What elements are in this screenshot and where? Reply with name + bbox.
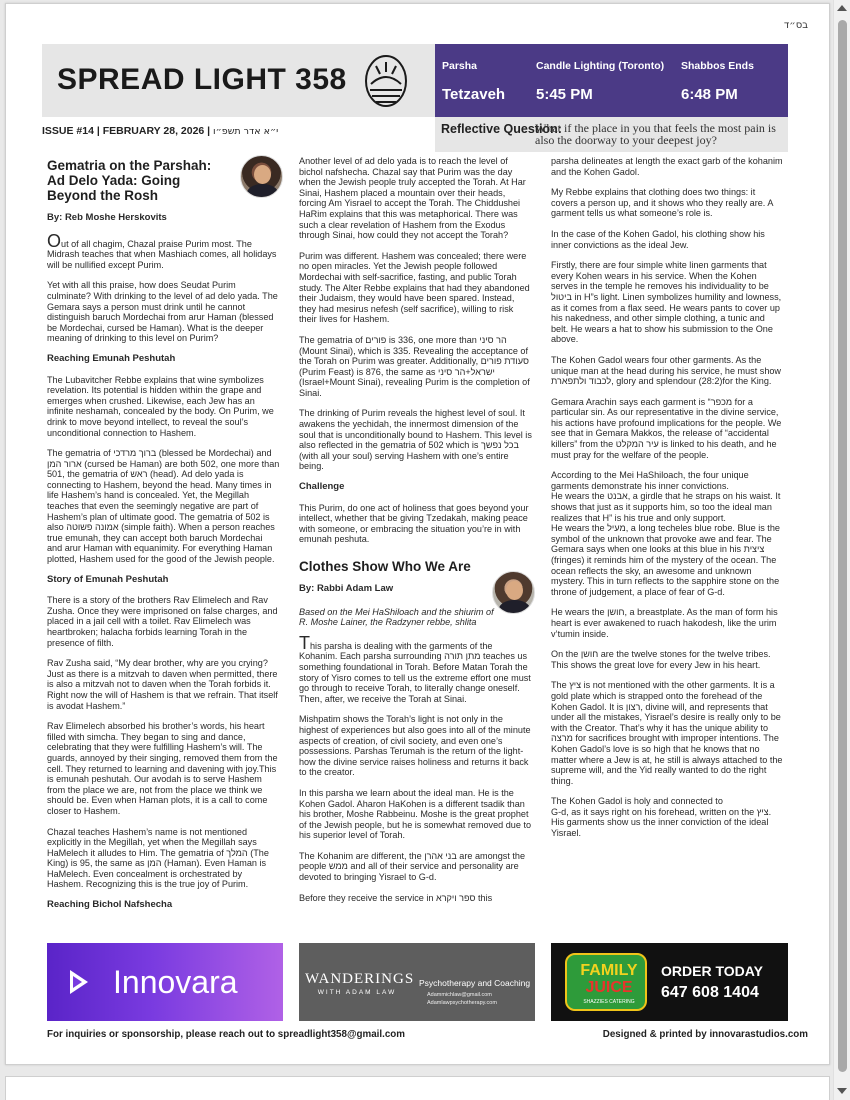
paragraph: The ציץ is not mentioned with the other garments. It is a gold plate which is strapped onto the forehead of the Kohen Gadol. It is רצון, divine will, and represents that under all the mistakes, Yisrael’s desire is really only to be with the Creator. That’s why it has the unique ability to מרצה for sacrifices brought with improper intentions. The Kohen Gadol’s love is so high that he knows that no matter where a Jew is at, he still is always attached to the supreme will, and the Yid really wanted to do the right thing. <box>551 680 783 786</box>
scroll-down-arrow-icon[interactable] <box>837 1088 847 1094</box>
paragraph: The Kohen Gadol is holy and connected to G-d, as it says right on his forehead, written on the ציץ. His garments show us the inner conviction of the ideal Yisrael. <box>551 796 772 839</box>
paragraph: Purim was different. Hashem was concealed; there were no open miracles. Yet the Jewish people followed Mordechai with self-sacrifice, fasting, and public Torah study. The Alter Rebbe explains that had they abandoned their Judaism, they would have been spared. Instead, they had mesirus nefesh (self sacrifice), willing to risk their lives for Hashem. <box>299 250 530 325</box>
paragraph: Before they receive the service in ספר ויקרא this <box>299 892 493 903</box>
title-box <box>42 44 435 117</box>
source-note: Based on the Mei HaShiloach and the shiurim of R. Moshe Lainer, the Radzyner rebbe, shlita <box>299 606 494 628</box>
scroll-thumb[interactable] <box>838 20 847 1072</box>
byline-law: By: Rabbi Adam Law <box>299 583 394 594</box>
parsha-label: Parsha <box>442 60 478 72</box>
shabbos-ends-value: 6:48 PM <box>681 86 738 103</box>
sponsorship-note: For inquiries or sponsorship, please reach out to spreadlight358@gmail.com <box>47 1029 405 1040</box>
subheading: Challenge <box>299 481 345 493</box>
paragraph: There is a story of the brothers Rav Elimelech and Rav Zusha. Once they were imprisoned on false charges, and placed in a jail cell with a toilet. Rav Elimelech was heartbroken; halacha forbids learning Torah in the presence of filth. <box>47 595 278 648</box>
subheading: Reaching Bichol Nafshecha <box>47 899 173 911</box>
paragraph: The drinking of Purim reveals the highest level of soul. It awakens the yechidah, the innermost dimension of the soul that is unconditionally bound to Hashem. This level is also reflected in the gematria of 502 which is בכל נפשך (with all your soul) serving Hashem with one’s entire being. <box>299 408 532 472</box>
play-arrow-icon <box>70 970 88 994</box>
wanderings-email: Adammichlaw@gmail.com <box>427 992 492 998</box>
family-juice-logo <box>565 953 647 1011</box>
byline-herskovits: By: Reb Moshe Herskovits <box>47 212 167 223</box>
masthead <box>42 41 787 152</box>
reflective-question: What if the place in you that feels the most pain is also the doorway to your deepest joy? <box>535 121 776 147</box>
logo-text-family: FAMILY <box>580 962 638 979</box>
paragraph: Out of all chagim, Chazal praise Purim most. The Midrash teaches that when Mashiach comes, all holidays will be nullified except Purim. <box>47 230 277 270</box>
paragraph: The Kohen Gadol wears four other garments. As the unique man at the head during his service, he must show לכבוד ולתפארת, glory and splendour (28:2)for the King. <box>551 354 782 387</box>
paragraph: In this parsha we learn about the ideal man. He is the Kohen Gadol. Aharon HaKohen is a different tsadik than his brother, Moshe Rabbeinu. Moshe is the great prophet of the Jewish people, but he is somewhat removed due to his superior level of Torah. <box>299 787 532 841</box>
candle-lighting-value: 5:45 PM <box>536 86 593 103</box>
logo-text-catering: SHAZZIES CATERING <box>583 999 635 1005</box>
article-title-gematria: Gematria on the Parshah: Ad Delo Yada: Going Beyond the Rosh <box>47 158 212 203</box>
paragraph: Rav Elimelech absorbed his brother’s words, his heart filled with simcha. They began to sing and dance, celebrating that they were fulfilling Hashem’s will. The guards, annoyed by their singing, removed them from the cell. They returned to learning and davening with joy.This is emunah peshutah. Our avodah is to serve Hashem from the place we are, not from the place we think we should be. Even when Haman plots, it is a call to come closer to Hashem. <box>47 721 278 816</box>
paragraph: Another level of ad delo yada is to reach the level of bichol nafshecha. Chazal say that Purim was the day when the Jewish people truly accepted the Torah. At Har Sinai, Hashem placed a mountain over their heads, forcing Am Yisrael to accept the Torah. The Chiddushei HaRim explains that this was metaphorical. There was such a clear revelation of Hashem from the Exodus through Sinai, how could they not accept the Torah? <box>299 156 526 241</box>
vertical-scrollbar[interactable] <box>833 0 850 1100</box>
wanderings-logo: WANDERINGS <box>305 971 415 987</box>
order-today-text: ORDER TODAY <box>661 963 763 979</box>
column-3 <box>551 156 784 849</box>
paragraph: The Lubavitcher Rebbe explains that wine symbolizes revelation. Its potential is hidden within the grape and emerges when crushed. Likewise, each Jew has an infinite neshamah, concealed by the body. On Purim, we drink to move beyond intellect, to reveal the soul’s unconditional connection to Hashem. <box>47 374 274 438</box>
innovara-ad[interactable] <box>47 943 283 1021</box>
next-page <box>5 1076 830 1100</box>
paragraph: Rav Zusha said, “My dear brother, why are you crying? Just as there is a mitzvah to daven when permitted, there is also a mitzvah not to daven when the Torah forbids it. Right now the will of Hashem is that we refrain. That itself is avodat Hashem.” <box>47 658 278 711</box>
wanderings-website: Adamlawpsychotherapy.com <box>427 1000 497 1006</box>
paragraph: Firstly, there are four simple white linen garments that every Kohen wears in his service. When the Kohen serves in the temple he removes his individuality to be ביטול in H”s light. Linen symbolizes humility and lowness, as it comes from a flax seed. He wears pants to cover up his nakedness, and other simple clothing, a tunic and belt. He wears a hat to show his submission to the One above. <box>551 260 782 345</box>
paragraph: The gematria of ברוך מרדכי (blessed be Mordechai) and ארור המן (cursed be Haman) are both 502, one more than 501, the gematria of ראש (head). Ad delo yada is connecting to Hashem, beyond the head. Many times in life Hashem’s hand is concealed. Yet, the Megillah teaches that even the seemingly negative are part of Hashem’s plan of ultimate good. The gematria of 502 is also אמונה פשוטה (simple faith). When a person reaches true emunah, they can accept both baruch Mordechai and arur Haman with equanimity. For everything Haman plotted, Hashem used for the good of the Jewish people. <box>47 448 280 565</box>
author-photo-law <box>492 571 535 614</box>
parsha-value: Tetzaveh <box>442 86 506 103</box>
paragraph: This parsha is dealing with the garments of the Kohanim. Each parsha surrounding מתן תורה teaches us something foundational in Torah. Before Matan Torah the story of Yisro comes to tell us the extreme effort one must go through to receive Torah, to literally change oneself. Then, after, we receive the Torah at Sinai. <box>299 632 531 704</box>
family-juice-ad[interactable] <box>551 943 788 1021</box>
column-1 <box>47 156 280 921</box>
hebrew-date: י״א אדר תשפ״ו <box>213 126 279 137</box>
logo-text-juice: JUICE <box>585 979 633 996</box>
innovara-brand: Innovara <box>113 964 238 1000</box>
wanderings-subtitle: WITH ADAM LAW <box>317 989 397 996</box>
wanderings-contact <box>427 991 497 1007</box>
paragraph: My Rebbe explains that clothing does two things: it covers a person up, and it shows who they really are. A garment tells us what someone’s role is. <box>551 187 773 219</box>
paragraph: Mishpatim shows the Torah’s light is not only in the highest of experiences but also goes into all of the minute aspects of creation, of civil society, and even one’s possessions. Parshas Terumah is the return of the light- how the divine service raises holiness and returns it back to the creator. <box>299 714 531 778</box>
subheading: Reaching Emunah Peshutah <box>47 352 176 364</box>
paragraph: On the חושן are the twelve stones for the twelve tribes. This shows the great love for every Jew in his heart. <box>551 649 771 670</box>
paragraph: In the case of the Kohen Gadol, his clothing show his inner convictions as the ideal Jew. <box>551 228 765 250</box>
paragraph: parsha delineates at length the exact garb of the kohanim and the Kohen Gadol. <box>551 156 783 177</box>
scroll-up-arrow-icon[interactable] <box>837 5 847 11</box>
wanderings-ad[interactable] <box>299 943 535 1021</box>
issue-line <box>42 125 278 137</box>
column-2 <box>299 156 532 913</box>
issue-date: ISSUE #14 | FEBRUARY 28, 2026 | <box>42 125 211 137</box>
paragraph: Chazal teaches Hashem’s name is not mentioned explicitly in the Megillah, yet when the Megillah says HaMelech it alludes to Him. The gematria of המלך (The King) is 95, the same as המן (Haman). Even Haman is HaMelech. Even concealment is orchestrated by Hashem. Recognizing this is the true joy of Purim. <box>47 826 269 890</box>
designer-credit: Designed & printed by innovarastudios.com <box>602 1029 808 1040</box>
shabbos-ends-label: Shabbos Ends <box>681 60 754 72</box>
subheading: Story of Emunah Peshutah <box>47 573 169 585</box>
newsletter-title: SPREAD LIGHT 358 <box>57 63 347 96</box>
shabbos-info-panel <box>435 44 788 117</box>
bsd-mark: בס״ד <box>783 20 808 31</box>
paragraph: Yet with all this praise, how does Seudat Purim culminate? With drinking to the level of ad delo yada. The Gemara says a person must drink until he cannot distinguish baruch Mordechai from arur Haman (blessed be Mordechai, cursed be Haman). What is the deeper meaning of drinking to this level on Purim? <box>47 280 278 344</box>
article-title-clothes: Clothes Show Who We Are <box>299 559 471 574</box>
paragraph: The Kohanim are different, the בני אהרן are amongst the people ממש and all of their service and personality are devoted to bringing Yisrael to G-d. <box>299 850 526 883</box>
paragraph: Gemara Arachin says each garment is “מכפר for a particular sin. As our representative in the divine service, his actions have profound implications for the people. We see that in Gemara Makkos, the release of “accidental killers” from the עיר המקלט is linked to his death, and he must pray for the welfare of the people. <box>551 396 782 460</box>
sunrise-logo-icon <box>364 54 408 108</box>
paragraph: This Purim, do one act of holiness that goes beyond your intellect, whether that be giving Tzedakah, making peace with someone, or embracing the situation you’re in with emunah peshuta. <box>299 502 529 545</box>
candle-lighting-label: Candle Lighting (Toronto) <box>536 60 665 72</box>
wanderings-service: Psychotherapy and Coaching <box>419 978 531 988</box>
reflective-question-box <box>435 117 788 152</box>
paragraph: The gematria of פורים is 336, one more than הר סיני (Mount Sinai), which is 335. Revealing the acceptance of the Torah on Purim was greater. Additionally, סעודת פורים (Purim Feast) is 876, the same as ישראל+הר סיני (Israel+Mount Sinai), revealing Purim is the completion of Sinai. <box>299 334 530 398</box>
paragraph: According to the Mei HaShiloach, the four unique garments demonstrate his inner convictions. He wears the אבנט, a girdle that he straps on his waist. It shows that just as it supports him, so too the ideal man realizes that H” is his true and only support. He wears the מעיל, a long techeles blue robe. Blue is the symbol of the unknown that provoke awe and fear. The Gemara says when one looks at this blue in his ציצית (fringes) it reminds him of the mystery of the ocean. The ocean reflects the sky, an awesome and unknown mystery. This in turn reflects to the sapphire stone on the throne of judgement, a place of fear of G-d. <box>551 470 781 597</box>
order-phone: 647 608 1404 <box>661 984 759 1001</box>
reflective-label: Reflective Question: <box>441 122 562 136</box>
paragraph: He wears the חושן, a breastplate. As the man of form his heart is ever awakened to ruach hakodesh, like the urim v’tumin inside. <box>551 607 778 639</box>
